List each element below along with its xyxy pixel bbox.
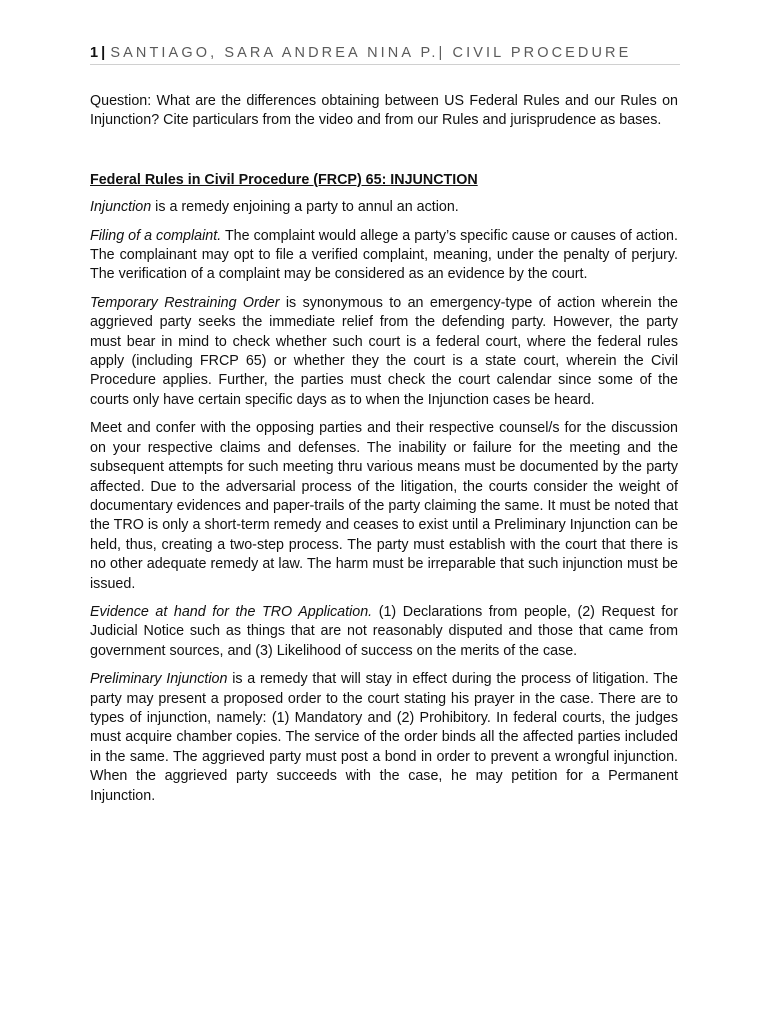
paragraph-text: is synonymous to an emergency-type of action wherein the aggrieved party seeks the immediate relief from the defending party. However, the party must bear in mind to check whether such court is a federal court, where the federal rules apply (including FRCP 65) or whether they the court is a state court, wherein the Civil Procedure applies. Further, the parties must check the court calendar since some of the courts only have certain specific days as to when the Injunction cases be heard. — [90, 294, 678, 408]
paragraph-text: is a remedy that will stay in effect during the process of litigation. The party may present a proposed order to the court stating his prayer in the case. There are to types of injunction, namely: (1) Mandatory and (2) Prohibitory. In federal courts, the judges must acquire chamber copies. The service of the order binds all the affected parties included in the same. The aggrieved party must post a bond in order to prevent a wrongful injunction. When the aggrieved party succeeds with the case, he may petition for a Permanent Injunction. — [90, 671, 678, 804]
paragraph-lead: Evidence at hand for the TRO Application. — [90, 603, 373, 620]
paragraph-text: The complaint would allege a party’s specific cause or causes of action. The complainant may opt to file a verified complaint, meaning, under the penalty of perjury. The verification of a complaint may be considered as an evidence by the court. — [90, 227, 678, 283]
section-heading: Federal Rules in Civil Procedure (FRCP) 65: INJUNCTION — [90, 171, 478, 188]
paragraph-text: is a remedy enjoining a party to annul an action. — [151, 199, 459, 216]
paragraph-tro — [90, 294, 678, 410]
paragraph-text: (1) Declarations from people, (2) Request for Judicial Notice such as things that are not reasonably disputed and those that came from government sources, and (3) Likelihood of success on the merits of the case. — [90, 603, 678, 659]
paragraph-filing-complaint — [90, 227, 678, 285]
paragraph-injunction — [90, 198, 678, 217]
paragraph-lead: Preliminary Injunction — [90, 671, 228, 688]
running-title: SANTIAGO, SARA ANDREA NINA P.| CIVIL PROCEDURE — [110, 45, 632, 61]
question-paragraph: Question: What are the differences obtaining between US Federal Rules and our Rules on Injunction? Cite particulars from the video and from our Rules and jurisprudence as bases. — [90, 93, 678, 129]
paragraph-text: Meet and confer with the opposing parties and their respective counsel/s for the discussion on your respective claims and defenses. The inability or failure for the meeting and the subsequent attempts for such meeting thru various means must be documented by the party affected. Due to the adversarial process of the litigation, the courts consider the weight of documentary evidences and paper-trails of the party claiming the same. It must be noted that the TRO is only a short-term remedy and ceases to exist until a Preliminary Injunction can be held, thus, creating a two-step process. The party must establish with the court that there is no other adequate remedy at law. The harm must be irreparable that such injunction must be issued. — [90, 420, 678, 592]
paragraph-meet-and-confer — [90, 419, 678, 594]
paragraph-evidence-tro — [90, 603, 678, 661]
paragraph-lead: Filing of a complaint. — [90, 227, 222, 244]
paragraph-lead: Injunction — [90, 199, 152, 216]
paragraph-preliminary-injunction — [90, 670, 678, 806]
page-header — [90, 44, 680, 65]
document-body — [90, 92, 678, 815]
header-separator: | — [101, 45, 109, 61]
page-number: 1 — [90, 45, 102, 61]
paragraph-lead: Temporary Restraining Order — [90, 294, 280, 311]
